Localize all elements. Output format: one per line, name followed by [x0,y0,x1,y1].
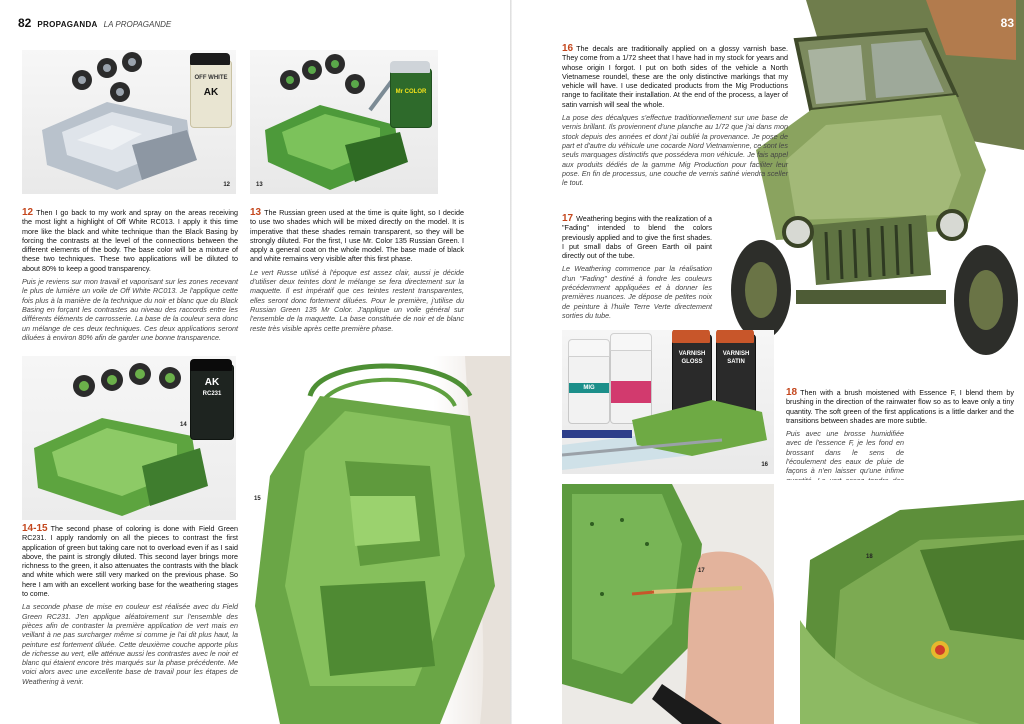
ak-brand-label: AK [203,87,219,98]
figure-number-12: 12 [223,182,230,188]
right-page [512,0,1024,724]
decal-sheet-and-tweezers-illustration [562,330,774,474]
page-number-left: 82 [18,16,32,30]
figure-number-14: 14 [180,422,187,428]
step-13-text [250,208,464,333]
step-number-14-15: 14-15 [22,523,48,534]
step-14-15-french: La seconde phase de mise en couleur est réalisée avec du Field Green RC231. J'en applique aléatoirement sur l'ensemble des pièces afin de contraster la première application de vert mais en veillant à ne pas surcharger même si comme je l'ai dit plus haut, la peinture est fortement diluée. Cette deuxième couche apporte plus de richesse au vert, elle atténue aussi les contrastes avec le noir et blanc qui étaient encore très marqués sur la phase précédente. Me voici alors avec une excellente base de travail pour les étapes de Weathering à venir. [22,602,238,686]
step-13-english: The Russian green used at the time is quite light, so I decide to use two shades which will be mixed directly on the model. It is imperative that these shades remain transparent, so they will be strongly diluted. For the first, I use Mr. Color 135 Russian Green. I apply a general coat on the whole model. The base made of black and white remains very visible after this first phase. [250,208,464,264]
step-13-french: Le vert Russe utilisé à l'époque est assez clair, aussi je décide d'utiliser deux teintes dont le mélange se fera directement sur la maquette. Il est impératif que ces teintes restent transparentes, elles seront donc fortement diluées. Pour le première, j'utilise du Russian Green 135 Mr Color. J'applique un voile général sur l'ensemble de la maquette. La base constituée de noir et de blanc reste très visible après cette première phase. [250,267,464,333]
step-18-english: Then with a brush moistened with Essence F, I blend them by brushing in the direction of the rainwater flow so as to leave only a tiny quantity. The soft green of the first applications is a little darker and the transitions between shades are more subtle. [786,388,1014,425]
step-number-17: 17 [562,213,574,224]
photo-18 [780,480,1024,724]
right-page-header [1001,16,1014,30]
figure-number-18: 18 [866,554,873,560]
step-number-18: 18 [786,387,798,398]
step-16-french: La pose des décalques s'effectue traditionnellement sur une base de vernis brillant. Ils proviennent d'une planche au 1/72 que j'ai dans mon stock depuis des années et dont j'ai oublié la provenance. Je pose de part et d'autre du véhicule une cocarde Nord Vietnamienne, ce sont les seuls marquages distinctifs que possédera mon véhicule. Je fais appel aux produits dédiés de la gamme Mig Production pour faciliter leur pose. En fin de processus, une couche de vernis satiné viendra sceller le tout. [562,113,788,188]
photo-13 [250,50,438,194]
photo-14 [22,356,236,520]
brush-fading-illustration [562,484,774,724]
figure-number-16: 16 [761,462,768,468]
step-number-12: 12 [22,207,34,218]
jeep-interior-green-illustration [250,356,512,724]
figure-number-13: 13 [256,182,263,188]
step-18-french: Puis avec une brosse humidifiée avec de l'essence F, je les fond en brossant dans le sens de l'écoulement des eaux de pluie de façons à n'en laisser qu'une infime [786,429,904,476]
ak-jar-brand-label: AK [204,377,220,388]
step-16-text [562,44,788,187]
varnish-gloss-line2: GLOSS [681,359,703,365]
step-17-english: Weathering begins with the realization of a "Fading" intended to blend the colors previously applied and to give the first shades. I put small dabs of Green Earth oil paint directly out of the tube. [562,214,712,261]
step-number-13: 13 [250,207,262,218]
page-number-right: 83 [1000,16,1014,30]
jeep-blended-green-illustration [780,480,1024,724]
step-14-15-english: The second phase of coloring is done with Field Green RC231. I apply randomly on all the pieces to contrast the first application of green but taking care not to overload even if as I said above, the paint is strongly diluted. This second layer brings more richness to the green, it also attenuates the contrasts with the black and white which were still very marked on the previous phase. So here I am with an excellent working base for the weathering stages to come. [22,524,238,599]
step-16-english: The decals are traditionally applied on a glossy varnish base. They come from a 1/72 sheet that I have had in my stock for years and whose origin I forgot. I put on both sides of the vehicle a North Vietnamese roundel, these are the only distinctive markings that my vehicle will have. I use dedicated products from the Mig Productions range to facilitate their installation. At the end of the process, a layer of satin varnish will seal the whole. [562,44,788,109]
mr-color-label: Mr COLOR [395,89,427,95]
magazine-name: PROPAGANDA [37,20,98,29]
left-page-header [18,16,171,30]
step-17-text [562,214,712,320]
photo-12 [22,50,236,194]
step-14-15-text [22,524,238,686]
off-white-label: OFF WHITE [194,75,228,81]
photo-17 [562,484,774,724]
varnish-satin-line2: SATIN [727,359,745,365]
figure-number-15: 15 [254,496,261,502]
varnish-satin-line1: VARNISH [722,351,750,357]
section-subtitle: LA PROPAGANDE [103,20,172,29]
photo-15 [250,356,512,724]
mig-brand-label: MIG [569,383,609,393]
step-12-french: Puis je reviens sur mon travail et vaporisant sur les zones recevant le plus de lumière un voile de Off White RC013. Je l'applique cette fois plus à la manière de la technique du noir et blanc que du Black Basing en forçant les contrastes au niveau des raccords entre les différents éléments de carrosserie. La base de la couleur sera donc un mélange de ces deux techniques. Ces deux applications seront diluées à environ 80% afin de garder une bonne transparence. [22,277,238,342]
step-17-french: Le Weathering commence par la réalisation d'un "Fading" destiné à fondre les couleurs précédemment appliquées et à donner les premières nuances. Je dépose de petites noix de peinture à l'huile Terre Verte directement sorties du tube. [562,264,712,320]
photo-16 [562,330,774,474]
step-12-english: Then I go back to my work and spray on the areas receiving the most light a highlight of Off White RC013. I apply it this time more like the black and white technique than the Black Basing by forcing the contrasts at the level of the connections between the different elements of the body. The base color will be a mixture of these two techniques. These two applications will be diluted to about 80% to keep a good transparency. [22,208,238,273]
figure-number-17: 17 [698,568,705,574]
step-number-16: 16 [562,43,574,54]
rc231-label: RC231 [202,391,222,397]
varnish-gloss-line1: VARNISH [678,351,706,357]
step-12-text [22,208,238,342]
